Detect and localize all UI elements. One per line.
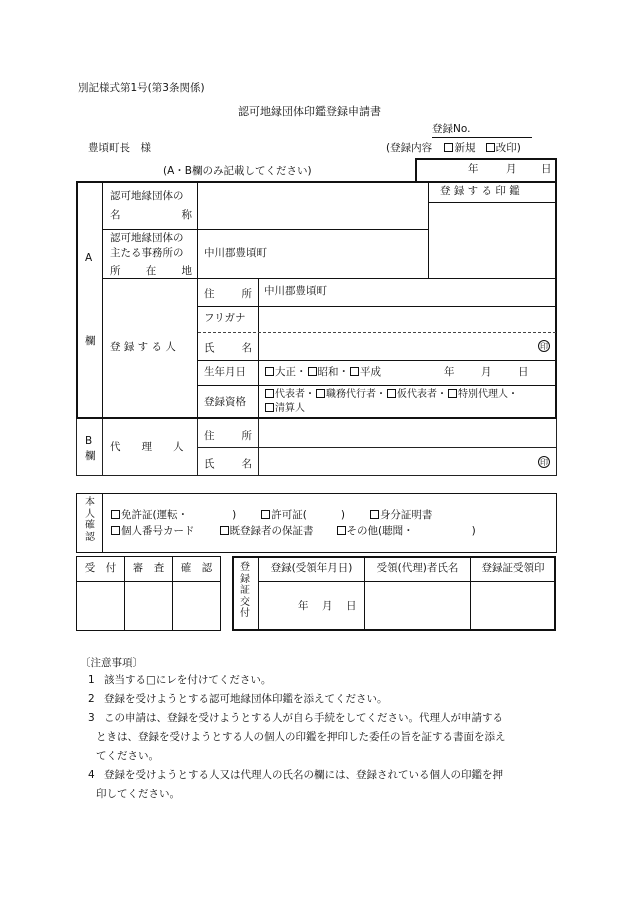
notes-heading: 〔注意事項〕 <box>80 657 143 669</box>
row-line-1 <box>103 229 428 230</box>
section-a-label: A <box>85 252 93 264</box>
registrant-label: 登 録 す る 人 <box>110 341 176 353</box>
birth-month-label: 月 <box>481 366 492 378</box>
license-close: ) <box>232 509 237 521</box>
note-3-line-3: てください。 <box>96 750 159 762</box>
name-label-a: 氏 <box>204 342 215 354</box>
qual-provisional: 仮代表者・ <box>397 389 447 400</box>
identity-box <box>76 493 557 553</box>
identity-options-line-2 <box>110 526 476 538</box>
section-b-bottom-border <box>76 475 557 476</box>
birth-label: 生年月日 <box>204 366 246 378</box>
confirm-header: 確 認 <box>180 562 213 574</box>
section-b-label-bottom: 欄 <box>85 450 96 462</box>
agent-label: 代 理 人 <box>110 441 184 453</box>
id-cert-label: 身分証明書 <box>379 509 433 521</box>
note-1-number: 1 <box>88 674 95 686</box>
new-checkbox[interactable] <box>444 143 453 152</box>
note-3-line-2: ときは、登録を受けようとする人の個人の印鑑を押印した委任の旨を証する書面を添え <box>96 731 506 743</box>
change-checkbox[interactable] <box>486 143 495 152</box>
qual-special-agent: 特別代理人・ <box>458 389 518 400</box>
guarantee-checkbox[interactable] <box>220 526 229 535</box>
guarantee-label: 既登録者の保証書 <box>229 525 314 537</box>
note-4-number: 4 <box>88 769 95 781</box>
reception-header: 受 付 <box>84 562 117 574</box>
agent-name-field[interactable] <box>264 456 524 470</box>
issuance-header-line <box>259 581 555 582</box>
row-line-5 <box>198 360 556 361</box>
office-label-3 <box>110 263 192 278</box>
agent-name-label-b: 名 <box>241 458 252 470</box>
registrant-seal-mark: 印 <box>540 342 548 351</box>
qual-acting: 職務代行者・ <box>326 389 386 400</box>
section-a-left-divider <box>102 182 103 418</box>
section-b-label: B <box>85 435 93 447</box>
taisho-checkbox[interactable] <box>265 367 274 376</box>
section-b-mid-line <box>198 447 556 448</box>
furigana-label: フリガナ <box>204 312 246 324</box>
qual-representative: 代表者・ <box>275 389 315 400</box>
section-b-right-border <box>556 419 557 476</box>
license-checkbox[interactable] <box>111 510 120 519</box>
change-label: 改印) <box>495 142 521 154</box>
identity-options-line-1 <box>110 510 432 522</box>
issue-label: 登録証交付 <box>240 562 250 619</box>
other-close: ) <box>471 525 476 537</box>
birth-era-options <box>264 367 381 379</box>
row-line-2 <box>103 278 556 279</box>
note-4-line-2: 印してください。 <box>96 788 180 800</box>
birth-day-label: 日 <box>518 366 529 378</box>
registration-content-label: (登録内容 <box>386 142 433 154</box>
row-line-3 <box>198 306 556 307</box>
agent-address-label-b: 所 <box>241 430 252 442</box>
seal-header-line <box>429 202 556 203</box>
showa-label: 昭和・ <box>317 366 349 378</box>
section-b-left-border <box>76 419 77 476</box>
date-year-label: 年 <box>468 163 479 175</box>
org-name-label-2 <box>110 207 192 222</box>
mynumber-label: 個人番号カード <box>121 525 195 537</box>
new-label: 新規 <box>454 142 476 154</box>
date-box <box>415 158 557 182</box>
license-label: 免許証(運転・ <box>121 509 189 521</box>
birth-year-label: 年 <box>444 366 455 378</box>
other-label: その他(聴聞・ <box>346 525 414 537</box>
issue-month-label: 月 <box>322 600 333 612</box>
office-label-3c: 地 <box>181 265 192 277</box>
qualification-options-line-1 <box>264 389 518 400</box>
form-number: 別記様式第1号(第3条関係) <box>78 82 205 94</box>
qualification-options-line-2 <box>264 403 305 414</box>
permit-close: ) <box>340 509 345 521</box>
agent-seal-mark: 印 <box>540 458 548 467</box>
section-b-left-divider <box>102 419 103 475</box>
issue-day-label: 日 <box>346 600 357 612</box>
sublabel-divider <box>258 278 259 418</box>
reg-date-header: 登録(受領年月日) <box>270 562 353 574</box>
seal-column-divider <box>428 182 429 278</box>
heisei-label: 平成 <box>360 366 381 378</box>
furigana-dashed-line <box>198 332 556 333</box>
provisional-checkbox[interactable] <box>387 389 396 398</box>
note-3-line-1: この申請は、登録を受けようとする人が自ら手続をしてください。代理人が申請する <box>104 712 503 724</box>
representative-checkbox[interactable] <box>265 389 274 398</box>
name-label-b: 名 <box>241 342 252 354</box>
note-2-number: 2 <box>88 693 95 705</box>
agent-name-label-a: 氏 <box>204 458 215 470</box>
agent-address-field[interactable] <box>264 428 554 442</box>
addressee: 豊頃町長 様 <box>88 142 151 154</box>
liquidator-checkbox[interactable] <box>265 403 274 412</box>
section-a-label-bottom: 欄 <box>85 335 96 347</box>
address-label-a: 住 <box>204 288 215 300</box>
registration-no-label: 登録No. <box>432 123 471 135</box>
identity-divider <box>102 494 103 552</box>
heisei-checkbox[interactable] <box>350 367 359 376</box>
issue-year-label: 年 <box>298 600 309 612</box>
showa-checkbox[interactable] <box>308 367 317 376</box>
agent-name-label <box>204 456 252 471</box>
date-month-label: 月 <box>506 163 517 175</box>
receiver-header: 受領(代理)者氏名 <box>376 562 459 574</box>
mynumber-checkbox[interactable] <box>111 526 120 535</box>
note-1: 該当する□にレを付けてください。 <box>104 674 272 686</box>
address-label <box>204 286 252 301</box>
note-4-line-1: 登録を受けようとする人又は代理人の氏名の欄には、登録されている個人の印鑑を押 <box>104 769 503 781</box>
office-label-2: 主たる事務所の <box>110 247 184 259</box>
acting-checkbox[interactable] <box>316 389 325 398</box>
org-name-label-2b: 称 <box>181 209 192 221</box>
form-title: 認可地縁団体印鑑登録申請書 <box>238 105 381 118</box>
date-day-label: 日 <box>541 163 552 175</box>
name-label <box>204 340 252 355</box>
other-checkbox[interactable] <box>337 526 346 535</box>
section-a-label-divider <box>197 182 198 418</box>
qual-liquidator: 清算人 <box>275 403 305 414</box>
cert-header: 登録証受領印 <box>481 562 545 574</box>
permit-label: 許可証( <box>271 509 307 521</box>
agent-address-label <box>204 428 252 443</box>
registration-no-underline <box>432 137 532 138</box>
identity-label: 本人確認 <box>85 497 95 543</box>
org-name-label-2a: 名 <box>110 209 121 221</box>
special-agent-checkbox[interactable] <box>448 389 457 398</box>
seal-header: 登 録 す る 印 鑑 <box>440 185 520 197</box>
qualification-label: 登録資格 <box>204 396 246 408</box>
office-label-3b: 在 <box>145 265 157 277</box>
org-name-label-1: 認可地縁団体の <box>110 190 184 202</box>
office-label-3a: 所 <box>110 265 121 277</box>
note-2: 登録を受けようとする認可地縁団体印鑑を添えてください。 <box>104 693 388 705</box>
review-header: 審 査 <box>132 562 165 574</box>
note-3-number: 3 <box>88 712 95 724</box>
registration-content <box>386 143 521 155</box>
agent-address-label-a: 住 <box>204 430 215 442</box>
address-label-b: 所 <box>241 288 252 300</box>
instruction-text: (A・B欄のみ記載してください) <box>163 165 312 177</box>
permit-checkbox[interactable] <box>261 510 270 519</box>
registrant-address-field[interactable]: 中川郡豊頃町 <box>264 285 327 297</box>
office-check-header-line <box>77 581 220 582</box>
office-label-1: 認可地縁団体の <box>110 232 184 244</box>
office-address-field[interactable]: 中川郡豊頃町 <box>204 247 267 259</box>
row-line-6 <box>198 385 556 386</box>
taisho-label: 大正・ <box>275 366 307 378</box>
seal-area[interactable] <box>430 204 555 276</box>
id-cert-checkbox[interactable] <box>370 510 379 519</box>
